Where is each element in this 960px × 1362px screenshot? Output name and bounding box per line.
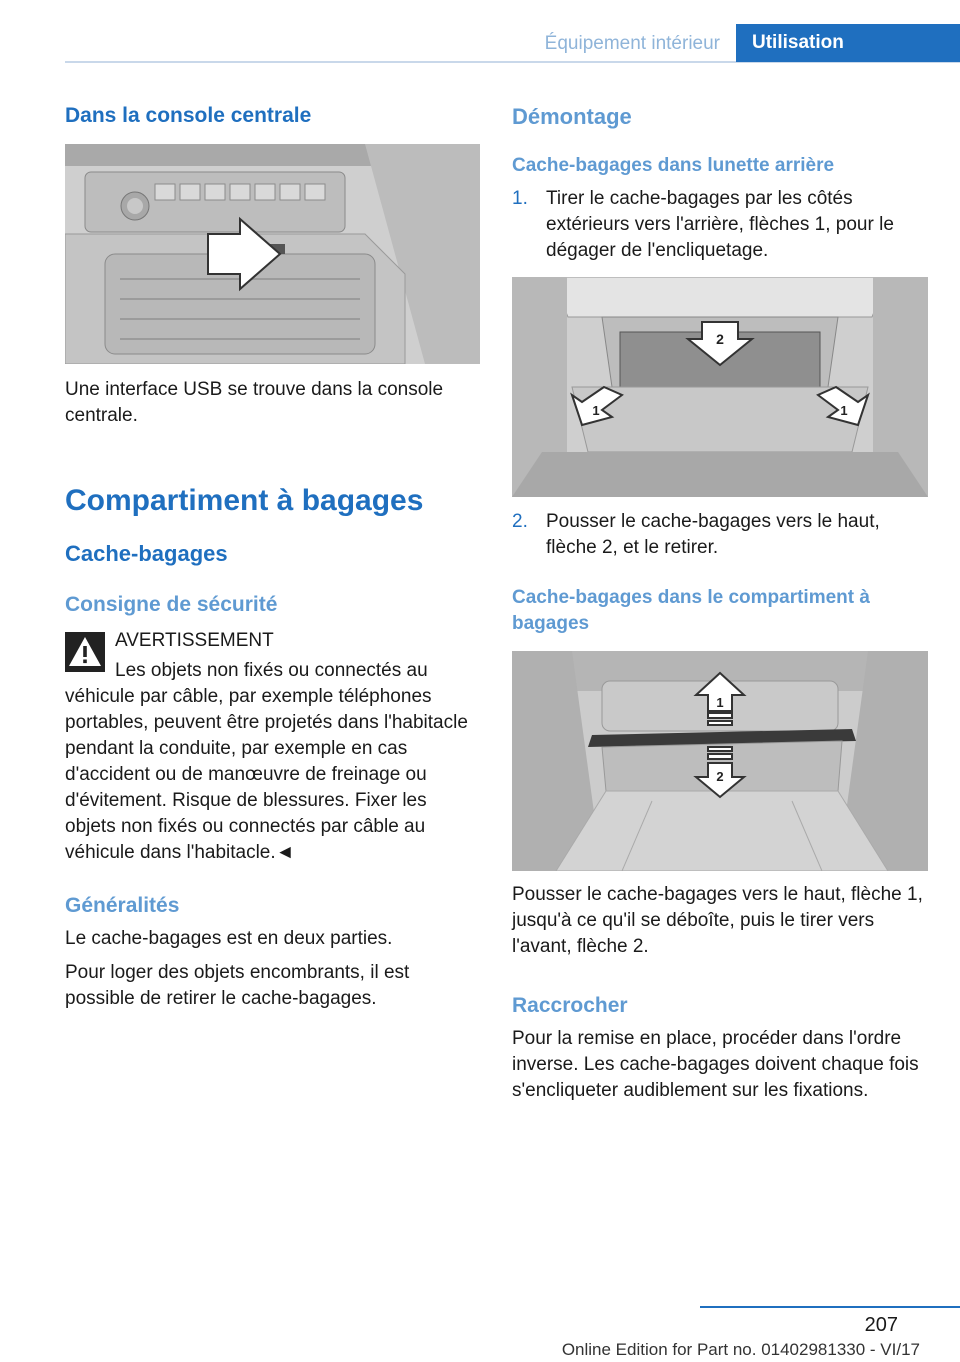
luggage-heading: Compartiment à bagages xyxy=(65,484,424,517)
general-text-1: Le cache-bagages est en deux parties. xyxy=(65,928,393,949)
console-usb-figure xyxy=(65,144,480,364)
warning-text-content: Les objets non fixés ou connectés au véhicule par câble, par exemple téléphones portables, peuvent être projetés dans l'habitacle pendant la conduite, par exemple en cas d'accident ou de manœuvre de freinage ou d'évitement. Risque de blessures. Fixer les objets non fixés ou connectés par câble au véhicule dans l'habitacle.◄ xyxy=(65,660,468,863)
header-chapter-tab[interactable]: Utilisation xyxy=(736,24,960,62)
general-heading: Généralités xyxy=(65,894,180,917)
removal-heading: Démontage xyxy=(512,104,632,129)
cover-heading: Cache-bagages xyxy=(65,541,228,566)
warning-text xyxy=(65,658,481,866)
compartment-cover-figure xyxy=(512,651,928,871)
step2-text: Pousser le cache-bagages vers le haut, flèche 2, et le retirer. xyxy=(546,511,880,558)
compartment-text: Pousser le cache-bagages vers le haut, flèche 1, jusqu'à ce qu'il se déboîte, puis le tirer vers l'avant, flèche 2. xyxy=(512,884,923,957)
page-number: 207 xyxy=(864,1314,898,1336)
edition-text: Online Edition for Part no. 01402981330 - VI/17 xyxy=(561,1340,920,1359)
rear-window-cover-figure xyxy=(512,277,928,497)
arrow-label-2-top: 2 xyxy=(716,331,724,347)
step1-text: Tirer le cache-bagages par les côtés extérieurs vers l'arrière, flèches 1, pour le dégager de l'encliquetage. xyxy=(546,188,894,261)
header-section-tab[interactable]: Équipement intérieur xyxy=(544,33,720,54)
warning-label: AVERTISSEMENT xyxy=(115,630,274,651)
general-text-2: Pour loger des objets encombrants, il est possible de retirer le cache-bagages. xyxy=(65,962,410,1009)
hang-heading: Raccrocher xyxy=(512,994,628,1017)
arrow-label-1-right: 1 xyxy=(840,403,848,418)
console-text: Une interface USB se trouve dans la console centrale. xyxy=(65,379,444,426)
console-heading: Dans la console centrale xyxy=(65,104,312,127)
compartment-heading: Cache-bagages dans le compartiment à bagages xyxy=(512,587,870,634)
safety-heading: Consigne de sécurité xyxy=(65,593,278,616)
hang-text: Pour la remise en place, procéder dans l'ordre inverse. Les cache-bagages doivent chaque fois s'encliqueter audiblement sur les fixations. xyxy=(512,1028,919,1101)
arrow-label-1-up: 1 xyxy=(716,695,724,710)
arrow-label-2-down: 2 xyxy=(716,769,724,784)
arrow-label-1-left: 1 xyxy=(592,403,600,418)
rear-window-heading: Cache-bagages dans lunette arrière xyxy=(512,155,835,176)
step2-number: 2. xyxy=(512,511,528,532)
footer-rule xyxy=(700,1306,960,1308)
step1-number: 1. xyxy=(512,188,528,209)
